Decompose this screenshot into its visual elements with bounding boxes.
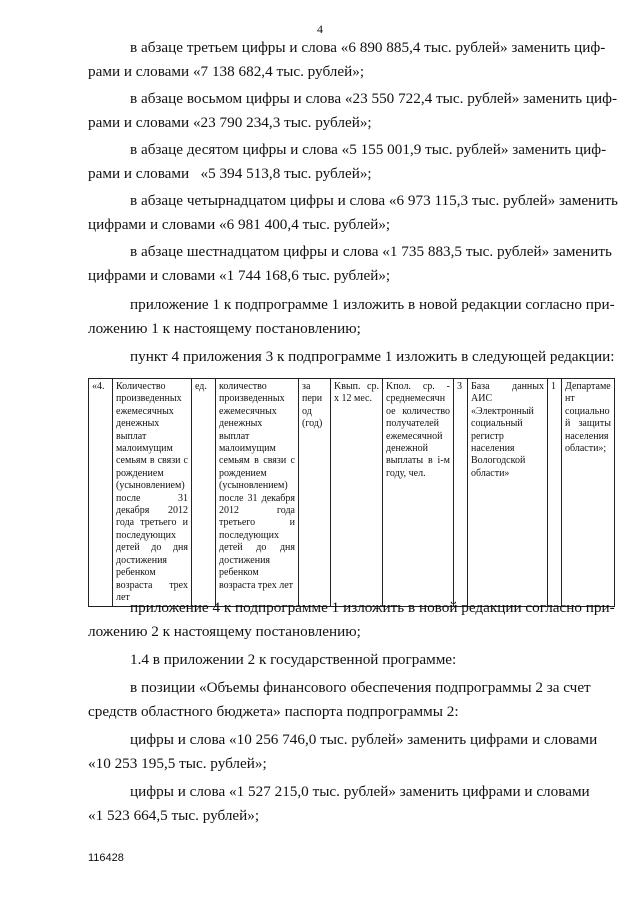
text-line: ложению 1 к настоящему постановлению;: [88, 320, 361, 337]
text-line: в абзаце десятом цифры и слова «5 155 001,9 тыс. рублей» заменить циф-: [130, 141, 607, 158]
paragraph: [88, 648, 612, 672]
text-line: приложение 1 к подпрограмме 1 изложить в новой редакции согласно при-: [130, 296, 615, 313]
text-line: средств областного бюджета» паспорта подпрограммы 2:: [88, 703, 459, 720]
table-cell: количество произведенных ежемесячных денежных выплат малоимущим семьям в связи с рождением (усыновлением) после 31 декабря 2012 года третьего и последующих детей до дня достижения ребенком возраста трех лет: [216, 379, 299, 607]
table-cell: Kвып. ср. x 12 мес.: [331, 379, 383, 607]
text-line: цифрами и словами «6 981 400,4 тыс. рублей»;: [88, 216, 391, 233]
table-cell: 1: [548, 379, 562, 607]
paragraph: [88, 345, 615, 369]
paragraph: [88, 293, 615, 341]
paragraph: [88, 676, 612, 724]
text-line: цифры и слова «10 256 746,0 тыс. рублей» заменить цифрами и словами: [130, 731, 598, 748]
text-line: 1.4 в приложении 2 к государственной программе:: [130, 651, 457, 668]
text-line: в абзаце третьем цифры и слова «6 890 885,4 тыс. рублей» заменить циф-: [130, 39, 606, 56]
text-line: рами и словами «5 394 513,8 тыс. рублей»;: [88, 165, 372, 182]
text-line: цифрами и словами «1 744 168,6 тыс. рублей»;: [88, 267, 391, 284]
table-cell: за период (год): [299, 379, 331, 607]
paragraph: [88, 728, 612, 776]
text-line: приложение 4 к подпрограмме 1 изложить в новой редакции согласно при-: [130, 599, 615, 616]
text-line: «10 253 195,5 тыс. рублей»;: [88, 755, 267, 772]
document-code: 116428: [88, 852, 124, 864]
page-number: 4: [317, 22, 323, 36]
text-line: в абзаце восьмом цифры и слова «23 550 722,4 тыс. рублей» заменить циф-: [130, 90, 618, 107]
paragraph: [88, 36, 612, 84]
paragraph: [88, 138, 612, 186]
text-line: в абзаце четырнадцатом цифры и слова «6 973 115,3 тыс. рублей» заменить: [130, 192, 618, 209]
table-cell: 3: [454, 379, 468, 607]
paragraph: [88, 596, 615, 644]
table-cell: Департамент социальной защиты населения области»;: [562, 379, 615, 607]
text-line: ложению 2 к настоящему постановлению;: [88, 623, 361, 640]
text-line: цифры и слова «1 527 215,0 тыс. рублей» заменить цифрами и словами: [130, 783, 590, 800]
table-row: [89, 379, 615, 607]
paragraph: [88, 240, 612, 288]
text-line: рами и словами «23 790 234,3 тыс. рублей»;: [88, 114, 372, 131]
paragraph: [88, 87, 618, 135]
table-cell: «4.: [89, 379, 113, 607]
paragraph: [88, 780, 612, 828]
text-line: «1 523 664,5 тыс. рублей»;: [88, 807, 260, 824]
table-cell: Kпол. ср. - среднемесячное количество получателей ежемесячной денежной выплаты в i-м году, чел.: [383, 379, 454, 607]
indicator-table: [88, 378, 615, 607]
table-cell: База данных АИС «Электронный социальный регистр населения Вологодской области»: [468, 379, 548, 607]
text-line: в абзаце шестнадцатом цифры и слова «1 735 883,5 тыс. рублей» заменить: [130, 243, 612, 260]
paragraph: [88, 189, 618, 237]
table-cell: ед.: [192, 379, 216, 607]
table-cell: Количество произведенных ежемесячных денежных выплат малоимущим семьям в связи с рождением (усыновлением) после 31 декабря 2012 года третьего и последующих детей до дня достижения ребенком возраста трех лет: [113, 379, 192, 607]
text-line: рами и словами «7 138 682,4 тыс. рублей»;: [88, 63, 365, 80]
text-line: пункт 4 приложения 3 к подпрограмме 1 изложить в следующей редакции:: [130, 348, 615, 365]
text-line: в позиции «Объемы финансового обеспечения подпрограммы 2 за счет: [130, 679, 591, 696]
